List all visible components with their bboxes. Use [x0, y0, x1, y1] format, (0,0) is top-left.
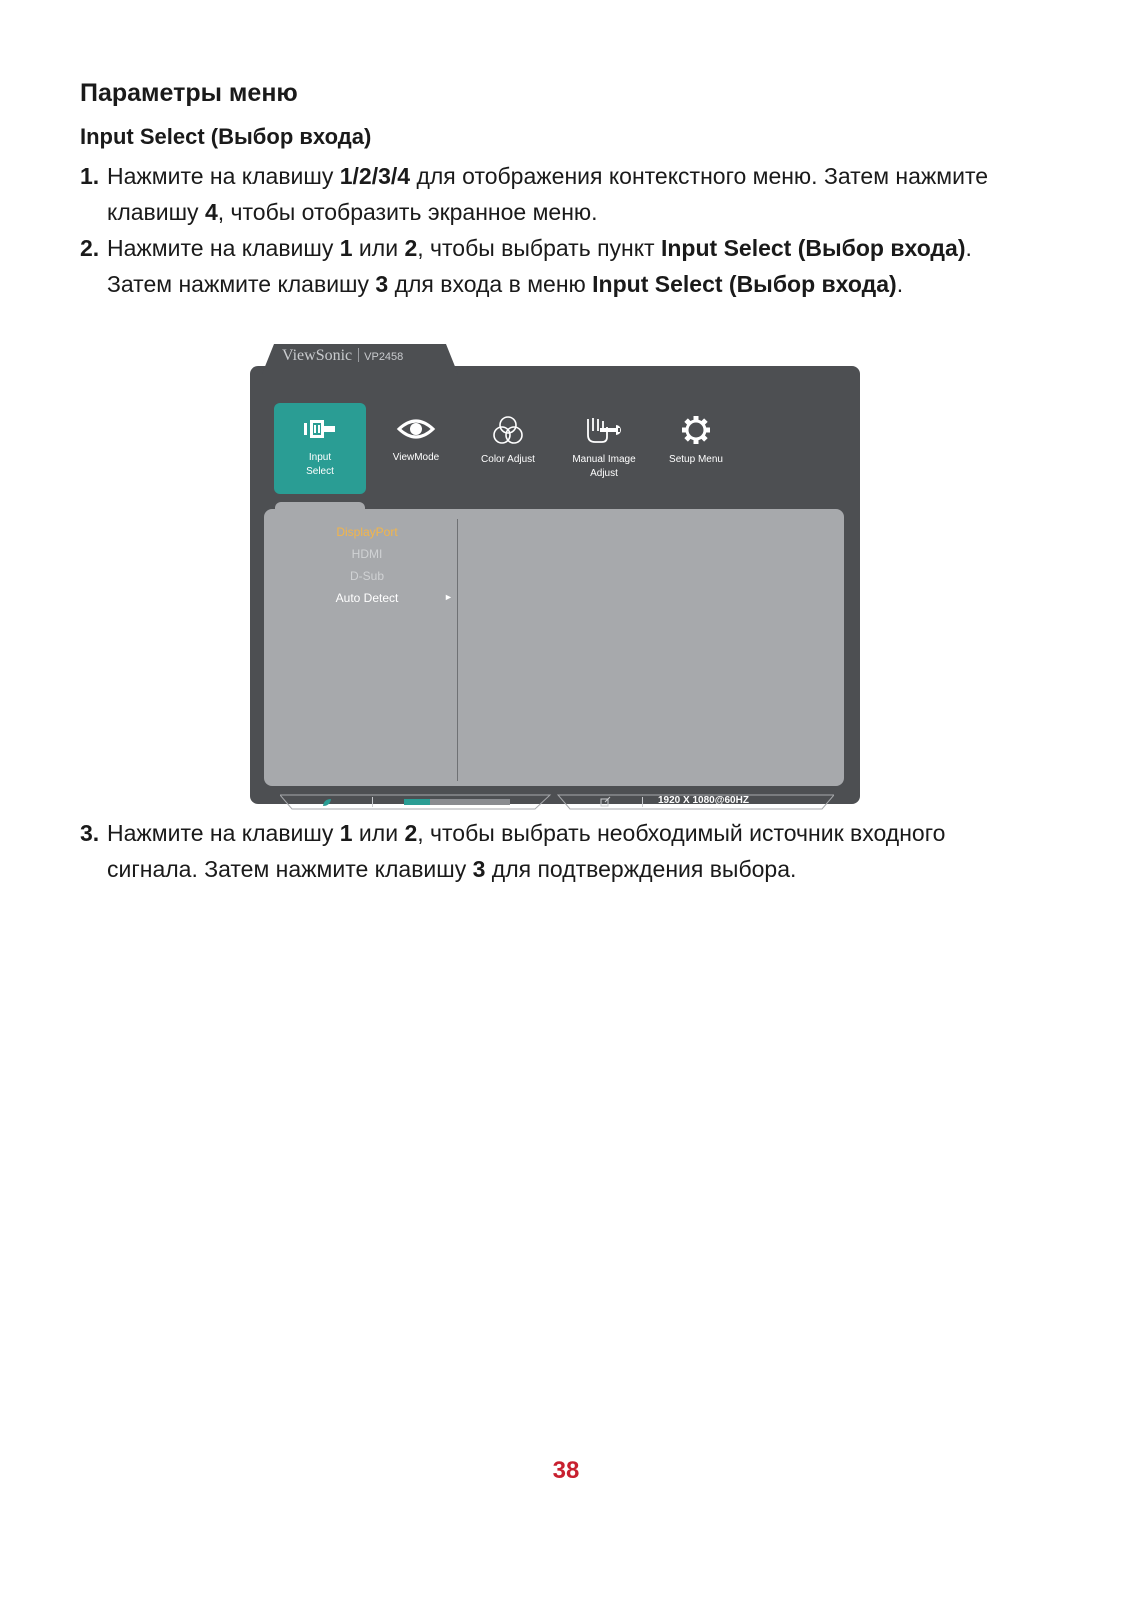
- step-text: Нажмите на клавишу 1/2/3/4 для отображения контекстного меню. Затем нажмите клавишу 4, чтобы отобразить экранное меню.: [107, 163, 989, 225]
- option-auto-detect[interactable]: Auto Detect: [335, 591, 399, 605]
- osd-status-bar: [280, 794, 834, 810]
- step-1: [80, 158, 1040, 230]
- tile-label: Manual Image Adjust: [572, 454, 636, 479]
- input-options-panel: [264, 509, 844, 786]
- step-text: Нажмите на клавишу 1 или 2, чтобы выбрать пункт Input Select (Выбор входа). Затем нажмите клавишу 3 для входа в меню Input Select (Выбор входа).: [107, 235, 972, 297]
- option-dsub[interactable]: D-Sub: [349, 569, 384, 583]
- model-name: VP2458: [364, 351, 404, 363]
- osd-menu-screenshot: [250, 344, 860, 804]
- tile-color-adjust[interactable]: [462, 403, 554, 494]
- step-text: Нажмите на клавишу 1 или 2, чтобы выбрать необходимый источник входного сигнала. Затем нажмите клавишу 3 для подтверждения выбора.: [107, 820, 946, 882]
- step-number: 3.: [80, 820, 100, 846]
- section-heading: Параметры меню: [80, 79, 298, 107]
- section-subheading: Input Select (Выбор входа): [80, 124, 372, 149]
- option-hdmi[interactable]: HDMI: [351, 547, 383, 561]
- tile-setup-menu[interactable]: [650, 403, 742, 494]
- brand-name: ViewSonic: [282, 347, 353, 364]
- input-select-icon: [300, 415, 340, 443]
- external-link-icon: [601, 797, 610, 806]
- tile-label: Color Adjust: [481, 454, 535, 465]
- eye-icon: [396, 415, 436, 443]
- color-circles-icon: [488, 415, 528, 445]
- status-divider: [372, 797, 373, 807]
- tile-input-select[interactable]: [274, 403, 366, 494]
- status-divider: [642, 797, 643, 807]
- tile-label: Input Select: [306, 452, 334, 477]
- status-bar-frame: [280, 794, 834, 810]
- page-number: 38: [552, 1457, 580, 1484]
- gear-icon: [676, 415, 716, 445]
- tile-viewmode[interactable]: [370, 403, 462, 494]
- submenu-arrow-icon: ►: [444, 592, 453, 602]
- eco-leaf-icon: [323, 799, 331, 806]
- panel-divider: [457, 519, 458, 781]
- resolution-readout: 1920 X 1080@60HZ: [658, 795, 749, 806]
- osd-brand: [282, 347, 403, 365]
- tile-manual-image-adjust[interactable]: [558, 403, 650, 494]
- option-displayport[interactable]: DisplayPort: [336, 525, 398, 539]
- tile-label: ViewMode: [392, 452, 440, 463]
- step-number: 2.: [80, 235, 100, 261]
- step-2: [80, 230, 1040, 302]
- step-3: [80, 815, 1040, 887]
- hand-wrench-icon: [582, 415, 626, 445]
- osd-content: [250, 366, 860, 804]
- tile-label: Setup Menu: [669, 454, 723, 465]
- step-number: 1.: [80, 163, 100, 189]
